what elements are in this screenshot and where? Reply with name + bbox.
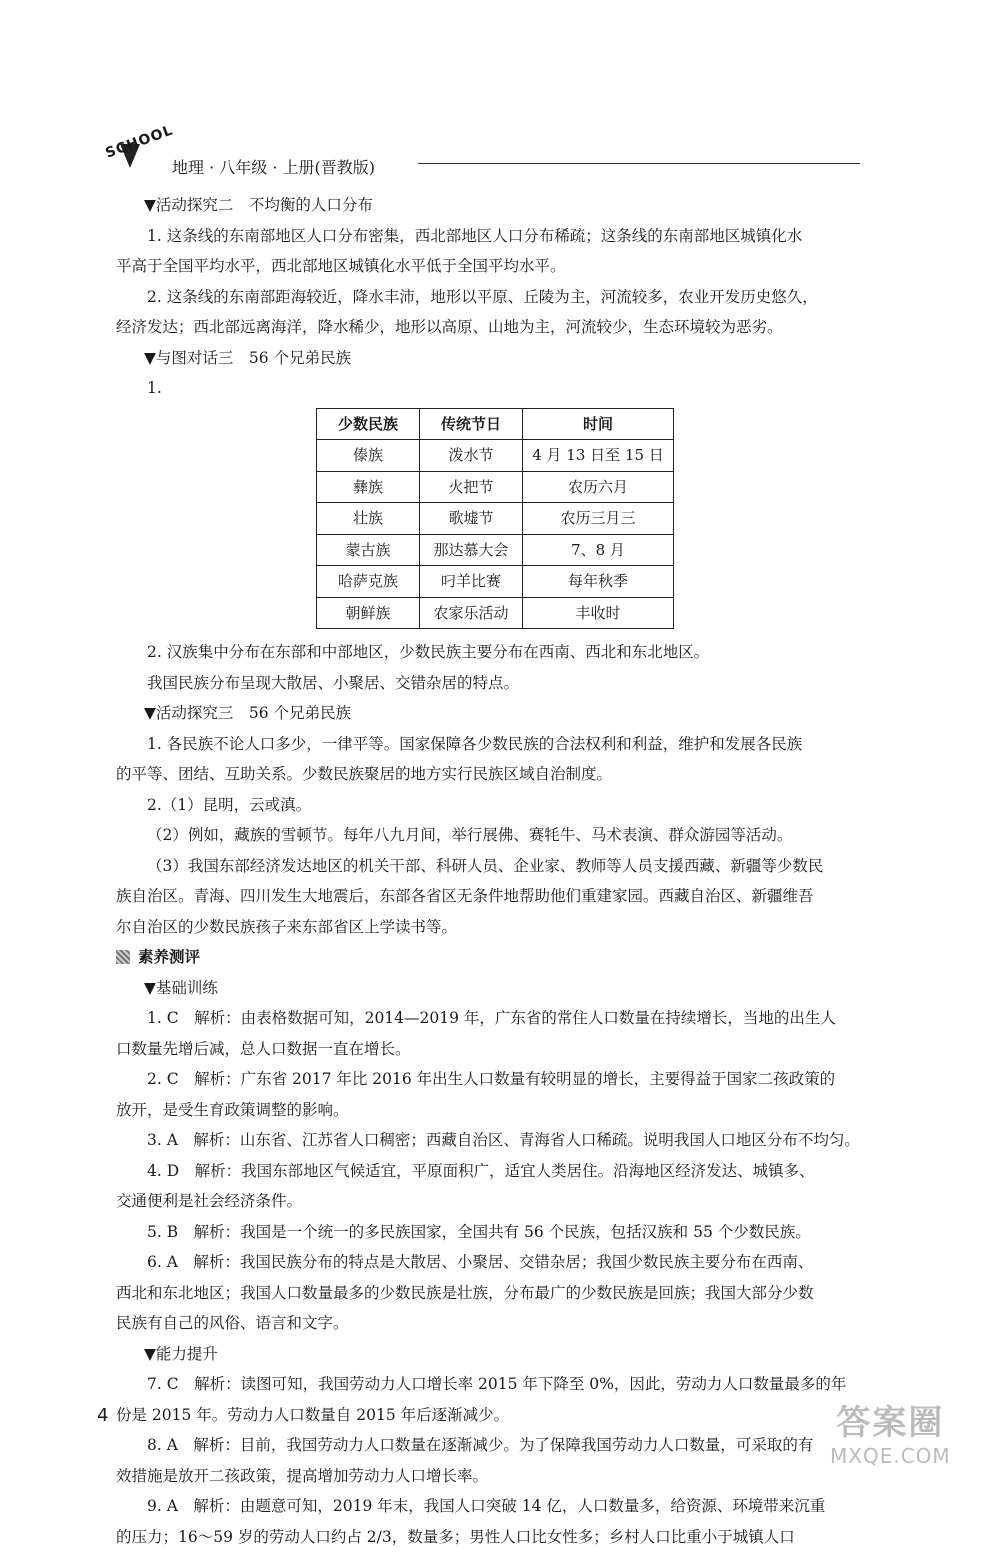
table-header: 传统节日 (420, 408, 523, 440)
subheading: ▼与图对话三 56 个兄弟民族 (116, 343, 886, 374)
table-row (317, 566, 674, 598)
table-cell: 每年秋季 (523, 566, 674, 598)
paragraph-line: 2. 汉族集中分布在东部和中部地区，少数民族主要分布在西南、西北和东北地区。 (116, 637, 886, 668)
paragraph-line: 放开，是受生育政策调整的影响。 (116, 1095, 886, 1126)
table-cell: 蒙古族 (317, 534, 420, 566)
paragraph-line: 9. A 解析：由题意可知，2019 年末，我国人口突破 14 亿，人口数量多，给资源、环境带来沉重 (116, 1491, 886, 1522)
answer-block-1 (116, 190, 886, 404)
paragraph-line: 份是 2015 年。劳动力人口数量自 2015 年后逐渐减少。 (116, 1400, 886, 1431)
paragraph-line: 1. 各民族不论人口多少，一律平等。国家保障各少数民族的合法权利和利益，维护和发展各民族 (116, 729, 886, 760)
paragraph-line: 西北和东北地区；我国人口数量最多的少数民族是壮族，分布最广的少数民族是回族；我国大部分少数 (116, 1278, 886, 1309)
answer-block-3 (116, 973, 886, 1552)
paragraph-line: 尔自治区的少数民族孩子来东部省区上学读书等。 (116, 912, 886, 943)
paragraph-line: 效措施是放开二孩政策，提高增加劳动力人口增长率。 (116, 1461, 886, 1492)
subheading: ▼活动探究二 不均衡的人口分布 (116, 190, 886, 221)
paragraph-line: 我国民族分布呈现大散居、小聚居、交错杂居的特点。 (116, 668, 886, 699)
paragraph-line: 的平等、团结、互助关系。少数民族聚居的地方实行民族区域自治制度。 (116, 759, 886, 790)
paragraph-line: 1. (116, 373, 886, 404)
table-cell: 泼水节 (420, 440, 523, 472)
subheading: ▼基础训练 (116, 973, 886, 1004)
paragraph-line: 3. A 解析：山东省、江苏省人口稠密；西藏自治区、青海省人口稀疏。说明我国人口地区分布不均匀。 (116, 1125, 886, 1156)
table-header: 时间 (523, 408, 674, 440)
paragraph-line: 1. 这条线的东南部地区人口分布密集，西北部地区人口分布稀疏；这条线的东南部地区城镇化水 (116, 221, 886, 252)
table-cell: 农历三月三 (523, 503, 674, 535)
paragraph-line: （2）例如，藏族的雪顿节。每年八九月间，举行展佛、赛牦牛、马术表演、群众游园等活动。 (116, 820, 886, 851)
subheading: ▼能力提升 (116, 1339, 886, 1370)
site-watermark (830, 1395, 951, 1468)
table-cell: 火把节 (420, 471, 523, 503)
paragraph-line: 2. C 解析：广东省 2017 年比 2016 年出生人口数量有较明显的增长，主要得益于国家二孩政策的 (116, 1064, 886, 1095)
paragraph-line: 口数量先增后减，总人口数据一直在增长。 (116, 1034, 886, 1065)
table-row (317, 534, 674, 566)
table-cell: 哈萨克族 (317, 566, 420, 598)
paragraph-line: 4. D 解析：我国东部地区气候适宜，平原面积广，适宜人类居住。沿海地区经济发达、城镇多、 (116, 1156, 886, 1187)
school-logo (100, 130, 162, 178)
table-row (317, 471, 674, 503)
paragraph-line: 经济发达；西北部远离海洋，降水稀少，地形以高原、山地为主，河流较少，生态环境较为恶劣。 (116, 312, 886, 343)
paragraph-line: （3）我国东部经济发达地区的机关干部、科研人员、企业家、教师等人员支援西藏、新疆等少数民 (116, 851, 886, 882)
table-cell: 傣族 (317, 440, 420, 472)
header-rule (418, 163, 860, 164)
table-cell: 朝鲜族 (317, 597, 420, 629)
table-cell: 4 月 13 日至 15 日 (523, 440, 674, 472)
watermark-url: MXQE.COM (830, 1444, 951, 1468)
paragraph-line: 5. B 解析：我国是一个统一的多民族国家，全国共有 56 个民族，包括汉族和 55 个少数民族。 (116, 1217, 886, 1248)
answer-block-2 (116, 637, 886, 942)
table-cell: 叼羊比赛 (420, 566, 523, 598)
watermark-logo: 答案圈 (830, 1395, 951, 1444)
table-row (317, 440, 674, 472)
paragraph-line: 平高于全国平均水平，西北部地区城镇化水平低于全国平均水平。 (116, 251, 886, 282)
table-cell: 那达慕大会 (420, 534, 523, 566)
table-cell: 7、8 月 (523, 534, 674, 566)
paragraph-line: 7. C 解析：读图可知，我国劳动力人口增长率 2015 年下降至 0%，因此，劳动力人口数量最多的年 (116, 1369, 886, 1400)
paragraph-line: 族自治区。青海、四川发生大地震后，东部各省区无条件地帮助他们重建家园。西藏自治区、新疆维吾 (116, 881, 886, 912)
table-row (317, 597, 674, 629)
paragraph-line: 交通便利是社会经济条件。 (116, 1186, 886, 1217)
table-cell: 丰收时 (523, 597, 674, 629)
table-cell: 歌墟节 (420, 503, 523, 535)
paragraph-line: 的压力；16～59 岁的劳动人口约占 2/3，数量多；男性人口比女性多；乡村人口比重小于城镇人口 (116, 1522, 886, 1552)
logo-text: SCHOOL (103, 122, 175, 161)
table-cell: 壮族 (317, 503, 420, 535)
section-title: 素养测评 (138, 942, 200, 973)
paragraph-line: 民族有自己的风俗、语言和文字。 (116, 1308, 886, 1339)
table-cell: 农家乐活动 (420, 597, 523, 629)
table-cell: 农历六月 (523, 471, 674, 503)
section-heading (116, 942, 886, 973)
paragraph-line: 2.（1）昆明，云或滇。 (116, 790, 886, 821)
page-header (100, 130, 860, 180)
table-row (317, 503, 674, 535)
festival-table (316, 408, 674, 630)
table-cell: 彝族 (317, 471, 420, 503)
page-number: 4 (97, 1405, 108, 1426)
paragraph-line: 6. A 解析：我国民族分布的特点是大散居、小聚居、交错杂居；我国少数民族主要分布在西南、 (116, 1247, 886, 1278)
book-title: 地理 · 八年级 · 上册(晋教版) (172, 155, 375, 178)
paragraph-line: 2. 这条线的东南部距海较近，降水丰沛，地形以平原、丘陵为主，河流较多，农业开发历史悠久， (116, 282, 886, 313)
table-header: 少数民族 (317, 408, 420, 440)
section-square-icon (116, 950, 130, 964)
paragraph-line: 1. C 解析：由表格数据可知，2014—2019 年，广东省的常住人口数量在持续增长，当地的出生人 (116, 1003, 886, 1034)
subheading: ▼活动探究三 56 个兄弟民族 (116, 698, 886, 729)
paragraph-line: 8. A 解析：目前，我国劳动力人口数量在逐渐减少。为了保障我国劳动力人口数量，可采取的有 (116, 1430, 886, 1461)
table-header-row (317, 408, 674, 440)
page-content (116, 190, 886, 1552)
